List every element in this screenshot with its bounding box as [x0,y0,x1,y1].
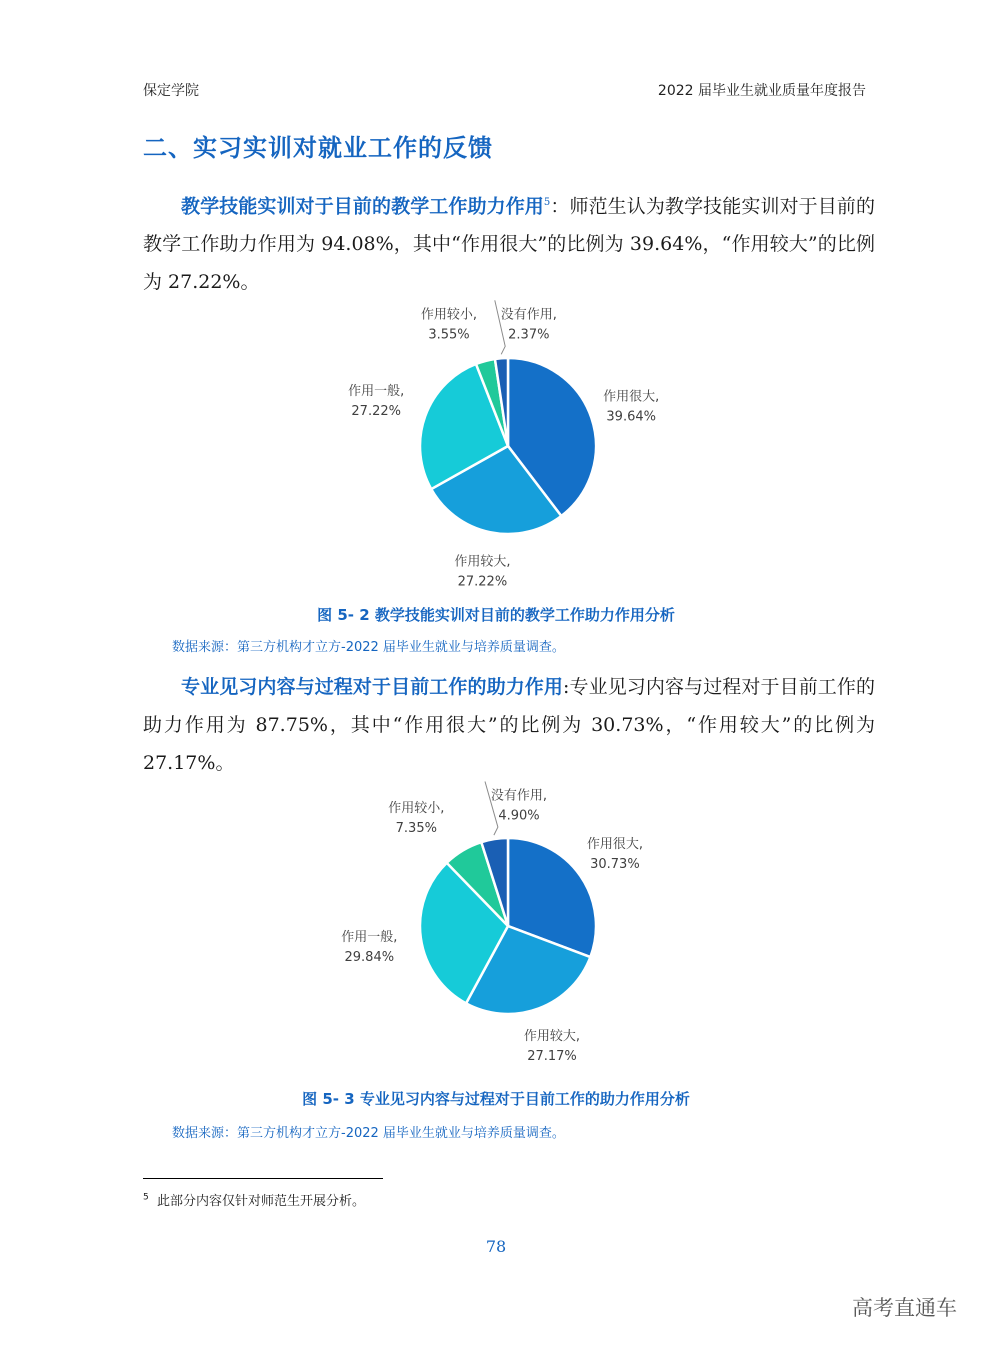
footnote-mark: 5 [143,1192,149,1203]
pie-category-label: 作用较大, [523,1029,581,1045]
pie-value-label: 7.35% [395,821,437,837]
paragraph-lead: 教学技能实训对于目前的教学工作助力作用 [181,195,544,218]
pie-chart-teaching-skill [296,307,696,590]
footnote-divider [143,1178,383,1179]
figure-source: 数据来源：第三方机构才立方-2022 届毕业生就业与培养质量调查。 [172,640,565,655]
paragraph-body: :专业见习内容与过程对于目前工作的助力作用为 87.75%，其中“作用很大”的比例为 30.73%，“作用较大”的比例为 27.17%。 [143,676,875,774]
pie-category-label: 作用很大, [586,837,643,852]
pie-category-label: 作用一般, [341,930,398,946]
pie-category-label: 作用较小, [420,307,478,323]
pie-value-label: 2.37% [508,327,550,343]
pie-value-label: 30.73% [590,857,640,872]
pie-value-label: 27.22% [351,403,401,419]
pie-value-label: 27.22% [457,574,508,590]
pie-value-label: 39.64% [606,409,656,425]
header-report-title: 2022 届毕业生就业质量年度报告 [657,83,866,99]
footnote-text: 此部分内容仅针对师范生开展分析。 [157,1194,366,1209]
paragraph-internship [143,668,875,782]
pie-value-label: 27.17% [527,1049,577,1065]
watermark-text: 高考直通车 [852,1296,957,1320]
pie-chart-internship [296,788,696,1065]
paragraph-teaching-skill [143,184,875,301]
footnote-ref: 5 [543,197,551,208]
paragraph-lead: 专业见习内容与过程对于目前工作的助力作用 [181,676,563,698]
page-number: 78 [485,1237,507,1256]
paragraph-body: ：师范生认为教学技能实训对于目前的教学工作助力作用为 94.08%，其中“作用很大”的比例为 39.64%，“作用较大”的比例为 27.22%。 [143,195,875,294]
pie-value-label: 3.55% [428,327,470,343]
pie-value-label: 29.84% [344,950,395,966]
header-org: 保定学院 [143,83,199,99]
footnote [143,1190,365,1209]
pie-category-label: 作用一般, [348,383,405,399]
figure-source: 数据来源：第三方机构才立方-2022 届毕业生就业与培养质量调查。 [172,1126,565,1141]
pie-category-label: 没有作用, [490,788,548,804]
pie-category-label: 没有作用, [500,307,557,323]
pie-value-label: 4.90% [498,808,540,824]
pie-category-label: 作用较大, [454,554,511,570]
pie-category-label: 作用很大, [603,389,660,405]
figure-caption: 图 5- 3 专业见习内容与过程对于目前工作的助力作用分析 [302,1090,690,1108]
section-title: 二、实习实训对就业工作的反馈 [143,134,493,162]
pie-category-label: 作用较小, [388,801,445,817]
figure-caption: 图 5- 2 教学技能实训对目前的教学工作助力作用分析 [317,606,675,624]
